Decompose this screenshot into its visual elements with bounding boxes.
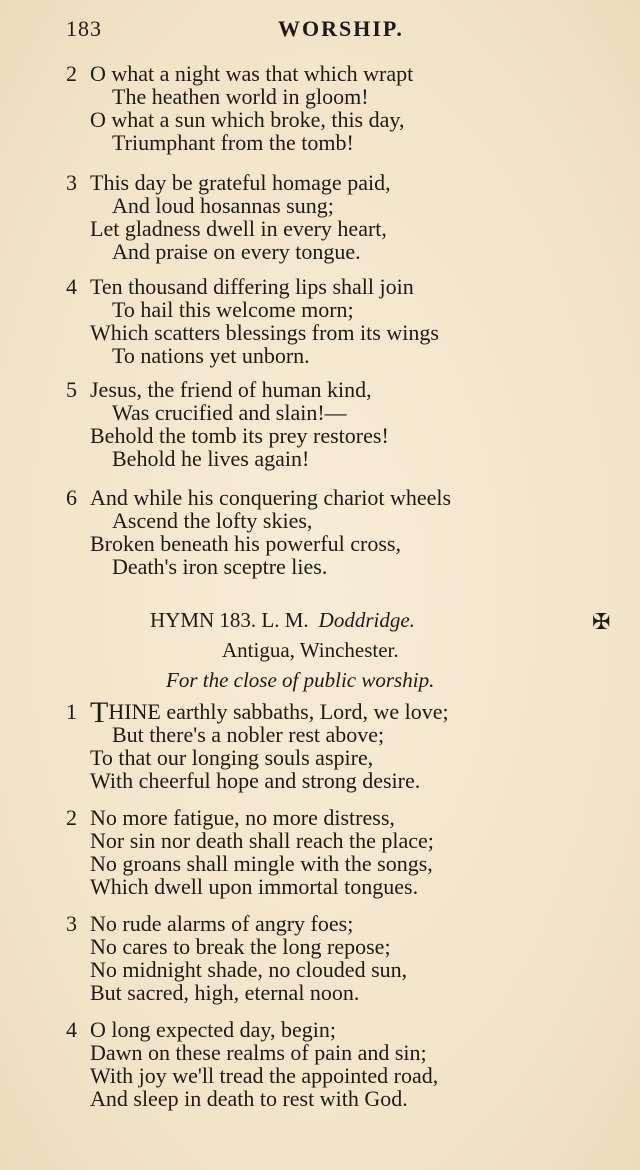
verse-line: And loud hosannas sung;	[112, 193, 334, 218]
verse-line: No groans shall mingle with the songs,	[90, 851, 433, 876]
verse-line: HINE earthly sabbaths, Lord, we love;	[108, 699, 449, 724]
verse-line: The heathen world in gloom!	[112, 84, 369, 109]
verse-line: With joy we'll tread the appointed road,	[90, 1063, 439, 1088]
hymn-heading	[150, 608, 630, 636]
verse-line: Was crucified and slain!—	[112, 400, 347, 425]
verse-line: Ten thousand differing lips shall join	[90, 274, 414, 299]
page-header	[66, 16, 586, 46]
verse-line: Dawn on these realms of pain and sin;	[90, 1040, 427, 1065]
stanza-5-top	[62, 378, 632, 470]
verse-line: And sleep in death to rest with God.	[90, 1086, 408, 1111]
verse-line: No rude alarms of angry foes;	[90, 911, 354, 936]
ornament-cross-icon: ✠	[592, 609, 611, 634]
verse-line: And while his conquering chariot wheels	[90, 485, 452, 510]
hymn-occasion: For the close of public worship.	[166, 668, 435, 692]
stanza-3-top	[62, 171, 632, 263]
stanza-3-hymn-183	[62, 912, 632, 1004]
page-number: 183	[66, 16, 102, 41]
verse-line: Death's iron sceptre lies.	[112, 554, 328, 579]
verse-line: Nor sin nor death shall reach the place;	[90, 828, 434, 853]
verse-line: This day be grateful homage paid,	[90, 170, 391, 195]
verse-line: With cheerful hope and strong desire.	[90, 768, 421, 793]
stanza-6-top	[62, 486, 632, 578]
verse-line: Jesus, the friend of human kind,	[90, 377, 372, 402]
running-title: WORSHIP.	[278, 16, 404, 41]
stanza-number: 4	[66, 274, 77, 299]
verse-line: And praise on every tongue.	[112, 239, 361, 264]
stanza-4-hymn-183	[62, 1018, 632, 1110]
stanza-number: 2	[66, 805, 77, 830]
verse-line: But sacred, high, eternal noon.	[90, 980, 360, 1005]
hymn-number: HYMN 183. L. M.	[150, 608, 309, 632]
stanza-number: 5	[66, 377, 77, 402]
verse-line: No cares to break the long repose;	[90, 934, 391, 959]
verse-line: Which scatters blessings from its wings	[90, 320, 439, 345]
stanza-number: 3	[66, 911, 77, 936]
verse-line: To hail this welcome morn;	[112, 297, 354, 322]
verse-line: To nations yet unborn.	[112, 343, 310, 368]
verse-line: Broken beneath his powerful cross,	[90, 531, 401, 556]
stanza-number: 4	[66, 1017, 77, 1042]
stanza-number: 1	[66, 699, 77, 724]
verse-line: Ascend the lofty skies,	[112, 508, 313, 533]
drop-cap: T	[90, 696, 109, 729]
verse-line: Which dwell upon immortal tongues.	[90, 874, 419, 899]
verse-line: No more fatigue, no more distress,	[90, 805, 395, 830]
verse-line: Behold the tomb its prey restores!	[90, 423, 389, 448]
stanza-1-hymn-183	[62, 696, 632, 793]
verse-line: To that our longing souls aspire,	[90, 745, 374, 770]
hymn-author: Doddridge.	[318, 608, 415, 632]
verse-line: Behold he lives again!	[112, 446, 310, 471]
hymn-tunes: Antigua, Winchester.	[222, 638, 399, 662]
verse-line: O what a night was that which wrapt	[90, 61, 414, 86]
verse-line: No midnight shade, no clouded sun,	[90, 957, 408, 982]
stanza-2-hymn-183	[62, 806, 632, 898]
verse-line: But there's a nobler rest above;	[112, 722, 385, 747]
stanza-number: 2	[66, 61, 77, 86]
stanza-2-top	[62, 62, 632, 154]
verse-line: O what a sun which broke, this day,	[90, 107, 405, 132]
verse-line: Let gladness dwell in every heart,	[90, 216, 387, 241]
stanza-number: 3	[66, 170, 77, 195]
stanza-4-top	[62, 275, 632, 367]
verse-line: Triumphant from the tomb!	[112, 130, 354, 155]
stanza-number: 6	[66, 485, 77, 510]
verse-line: O long expected day, begin;	[90, 1017, 336, 1042]
